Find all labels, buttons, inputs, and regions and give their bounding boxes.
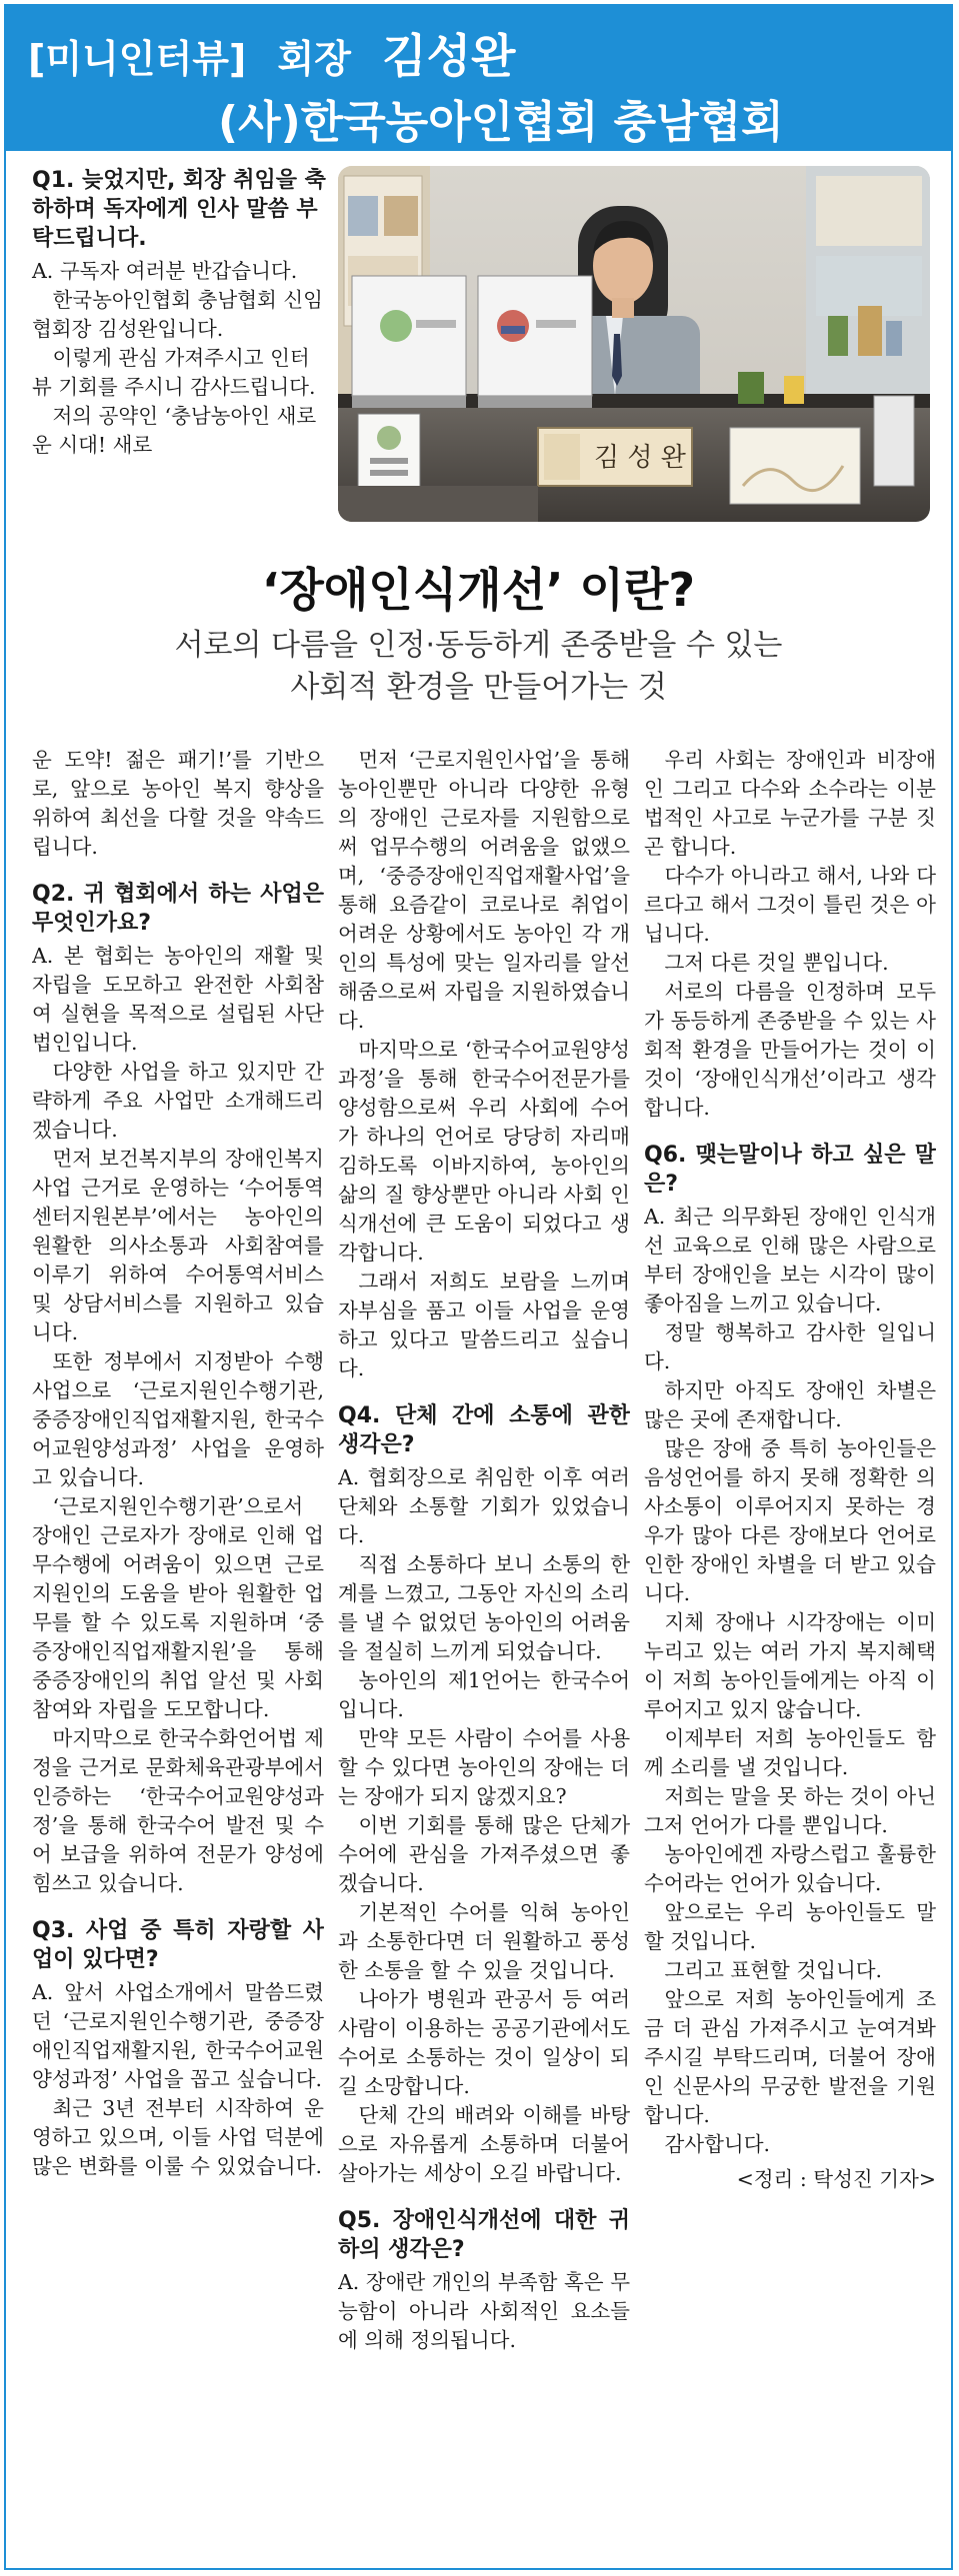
reporter-credit: <정리 : 탁성진 기자> (736, 2167, 936, 2191)
answer-paragraph: 앞으로 저희 농아인들에게 조금 더 관심 가져주시고 눈여겨봐 주시길 부탁드리며, 더불어 장애인 신문사의 무궁한 발전을 기원합니다. (644, 1987, 936, 2127)
answer-paragraph: 직접 소통하다 보니 소통의 한계를 느꼈고, 그동안 자신의 소리를 낼 수 없었던 농아인의 어려움을 절실히 느끼게 되었습니다. (338, 1552, 630, 1663)
question-heading: Q6. 맺는말이나 하고 싶은 말은? (644, 1143, 936, 1197)
answer-paragraph: 우리 사회는 장애인과 비장애인 그리고 다수와 소수라는 이분법적인 사고로 누군가를 구분 짓곤 합니다. (644, 748, 936, 859)
column-1 (32, 746, 324, 2565)
answer-paragraph: 저희는 말을 못 하는 것이 아닌 그저 언어가 다를 뿐입니다. (644, 1784, 936, 1837)
question-heading: Q2. 귀 협회에서 하는 사업은 무엇인가요? (32, 882, 324, 936)
column-2 (338, 746, 630, 2565)
answer-paragraph: 나아가 병원과 관공서 등 여러 사람이 이용하는 공공기관에서도 수어로 소통하는 것이 일상이 되길 소망합니다. (338, 1987, 630, 2098)
answer-paragraph: 기본적인 수어를 익혀 농아인과 소통한다면 더 원활하고 풍성한 소통을 할 수 있을 것입니다. (338, 1900, 630, 1982)
photo-illustration (338, 166, 930, 522)
question-heading: Q4. 단체 간에 소통에 관한 생각은? (338, 1403, 630, 1457)
article-header (6, 6, 951, 151)
answer-paragraph: ‘근로지원인수행기관’으로서 장애인 근로자가 장애로 인해 업무수행에 어려움이 있으면 근로지원인의 도움을 받아 원활한 업무를 할 수 있도록 지원하며 ‘중증장애인직업재활지원’을 통해 중증장애인의 취업 알선 및 사회참여와 자립을 도모합니다. (32, 1494, 324, 1721)
interview-photo (338, 166, 930, 522)
answer-paragraph: 농아인의 제1언어는 한국수어입니다. (338, 1668, 630, 1721)
answer-paragraph: 또한 정부에서 지정받아 수행사업으로 ‘근로지원인수행기관, 중증장애인직업재활지원, 한국수어교원양성과정’ 사업을 운영하고 있습니다. (32, 1349, 324, 1489)
answer-paragraph: 다수가 아니라고 해서, 나와 다르다고 해서 그것이 틀린 것은 아닙니다. (644, 864, 936, 946)
answer-paragraph: 먼저 보건복지부의 장애인복지사업 근거로 운영하는 ‘수어통역센터지원본부’에서는 농아인의 원활한 의사소통과 사회참여를 이루기 위하여 수어통역서비스 및 상담서비스를 지원하고 있습니다. (32, 1147, 324, 1344)
answer-paragraph: 서로의 다름을 인정하며 모두가 동등하게 존중받을 수 있는 사회적 환경을 만들어가는 것이 이것이 ‘장애인식개선’이라고 생각합니다. (644, 980, 936, 1120)
header-org: (사)한국농아인협회 충남협회 (218, 97, 784, 148)
answer-paragraph: 한국농아인협회 충남협회 신임 협회장 김성완입니다. (32, 288, 323, 341)
answer-paragraph: 정말 행복하고 감사한 일입니다. (644, 1320, 936, 1373)
headline-sub-1: 서로의 다름을 인정·동등하게 존중받을 수 있는 (174, 628, 783, 663)
answer-paragraph: 이제부터 저희 농아인들도 함께 소리를 낼 것입니다. (644, 1726, 936, 1779)
answer-paragraph: 마지막으로 한국수화언어법 제정을 근거로 문화체육관광부에서 인증하는 ‘한국수어교원양성과정’을 통해 한국수어 발전 및 수어 보급을 위하여 전문가 양성에 힘쓰고 있습니다. (32, 1726, 324, 1895)
header-name: 김성완 (382, 29, 516, 83)
question-heading: Q1. 늦었지만, 회장 취임을 축하하며 독자에게 인사 말씀 부탁드립니다. (32, 168, 326, 251)
answer-paragraph: A. 최근 의무화된 장애인 인식개선 교육으로 인해 많은 사람으로부터 장애인을 보는 시각이 많이 좋아짐을 느끼고 있습니다. (644, 1205, 936, 1315)
answer-paragraph: A. 협회장으로 취임한 이후 여러 단체와 소통할 기회가 있었습니다. (338, 1465, 630, 1547)
answer-paragraph: A. 본 협회는 농아인의 재활 및 자립을 도모하고 완전한 사회참여 실현을 목적으로 설립된 사단법인입니다. (32, 944, 324, 1055)
header-role: 회장 (277, 37, 351, 81)
q1-block (32, 166, 328, 460)
answer-paragraph: 만약 모든 사람이 수어를 사용할 수 있다면 농아인의 장애는 더는 장애가 되지 않겠지요? (338, 1726, 630, 1808)
answer-paragraph: A. 구독자 여러분 반갑습니다. (32, 259, 298, 283)
answer-paragraph: 그저 다른 것일 뿐입니다. (664, 951, 889, 975)
question-heading: Q3. 사업 중 특히 자랑할 사업이 있다면? (32, 1918, 324, 1972)
answer-paragraph: 앞으로는 우리 농아인들도 말할 것입니다. (644, 1900, 936, 1953)
answer-paragraph: 마지막으로 ‘한국수어교원양성과정’을 통해 한국수어전문가를 양성함으로써 우리 사회에 수어가 하나의 언어로 당당히 자리매김하도록 이바지하여, 농아인의 삶의 질 향상뿐만 아니라 사회 인식개선에 큰 도움이 되었다고 생각합니다. (338, 1038, 630, 1265)
answer-paragraph: 많은 장애 중 특히 농아인들은 음성언어를 하지 못해 정확한 의사소통이 이루어지지 못하는 경우가 많아 다른 장애보다 언어로 인한 장애인 차별을 더 받고 있습니다. (644, 1436, 936, 1605)
header-line-1 (28, 20, 515, 86)
answer-paragraph: 지체 장애나 시각장애는 이미 누리고 있는 여러 가지 복지혜택이 저희 농아인들에게는 아직 이루어지고 있지 않습니다. (644, 1610, 936, 1721)
answer-paragraph: 운 도약! 젊은 패기!’를 기반으로, 앞으로 농아인 복지 향상을 위하여 최선을 다할 것을 약속드립니다. (32, 748, 324, 859)
article-frame (4, 4, 953, 2570)
header-tag: [미니인터뷰] (28, 37, 247, 81)
answer-paragraph: A. 앞서 사업소개에서 말씀드렸던 ‘근로지원인수행기관, 중증장애인직업재활지원, 한국수어교원양성과정’ 사업을 꼽고 싶습니다. (32, 1980, 324, 2091)
question-heading: Q5. 장애인식개선에 대한 귀하의 생각은? (338, 2208, 630, 2262)
answer-paragraph: 단체 간의 배려와 이해를 바탕으로 자유롭게 소통하며 더불어 살아가는 세상이 오길 바랍니다. (338, 2103, 630, 2185)
answer-paragraph: 먼저 ‘근로지원인사업’을 통해 농아인뿐만 아니라 다양한 유형의 장애인 근로자를 지원함으로써 업무수행의 어려움을 없앴으며, ‘중증장애인직업재활사업’을 통해 요즘같이 코로나로 취업이 어려운 상황에서도 농아인 각 개인의 특성에 맞는 일자리를 알선해줌으로써 자립을 지원하였습니다. (338, 748, 630, 1033)
answer-paragraph: 하지만 아직도 장애인 차별은 많은 곳에 존재합니다. (644, 1378, 936, 1431)
answer-paragraph: 최근 3년 전부터 시작하여 운영하고 있으며, 이들 사업 덕분에 많은 변화를 이룰 수 있었습니다. (32, 2096, 324, 2178)
answer-paragraph: 저의 공약인 ‘충남농아인 새로운 시대! 새로 (32, 404, 317, 457)
answer-paragraph: 그래서 저희도 보람을 느끼며 자부심을 품고 이들 사업을 운영하고 있다고 말씀드리고 싶습니다. (338, 1270, 630, 1380)
headline-sub-2: 사회적 환경을 만들어가는 것 (290, 670, 667, 705)
answer-paragraph: 이렇게 관심 가져주시고 인터뷰 기회를 주시니 감사드립니다. (32, 346, 316, 399)
answer-paragraph: A. 장애란 개인의 부족함 혹은 무능함이 아니라 사회적인 요소들에 의해 정의됩니다. (338, 2270, 630, 2352)
answer-paragraph: 감사합니다. (664, 2132, 771, 2156)
answer-paragraph: 다양한 사업을 하고 있지만 간략하게 주요 사업만 소개해드리겠습니다. (32, 1060, 324, 1142)
headline-title: ‘장애인식개선’ 이란? (261, 563, 696, 617)
nameplate-name: 김 성 완 (594, 443, 686, 473)
answer-paragraph: 농아인에겐 자랑스럽고 훌륭한 수어라는 언어가 있습니다. (644, 1842, 936, 1895)
answer-paragraph: 그리고 표현할 것입니다. (664, 1958, 883, 1982)
column-3 (644, 746, 936, 2565)
answer-paragraph: 이번 기회를 통해 많은 단체가 수어에 관심을 가져주셨으면 좋겠습니다. (338, 1813, 630, 1895)
